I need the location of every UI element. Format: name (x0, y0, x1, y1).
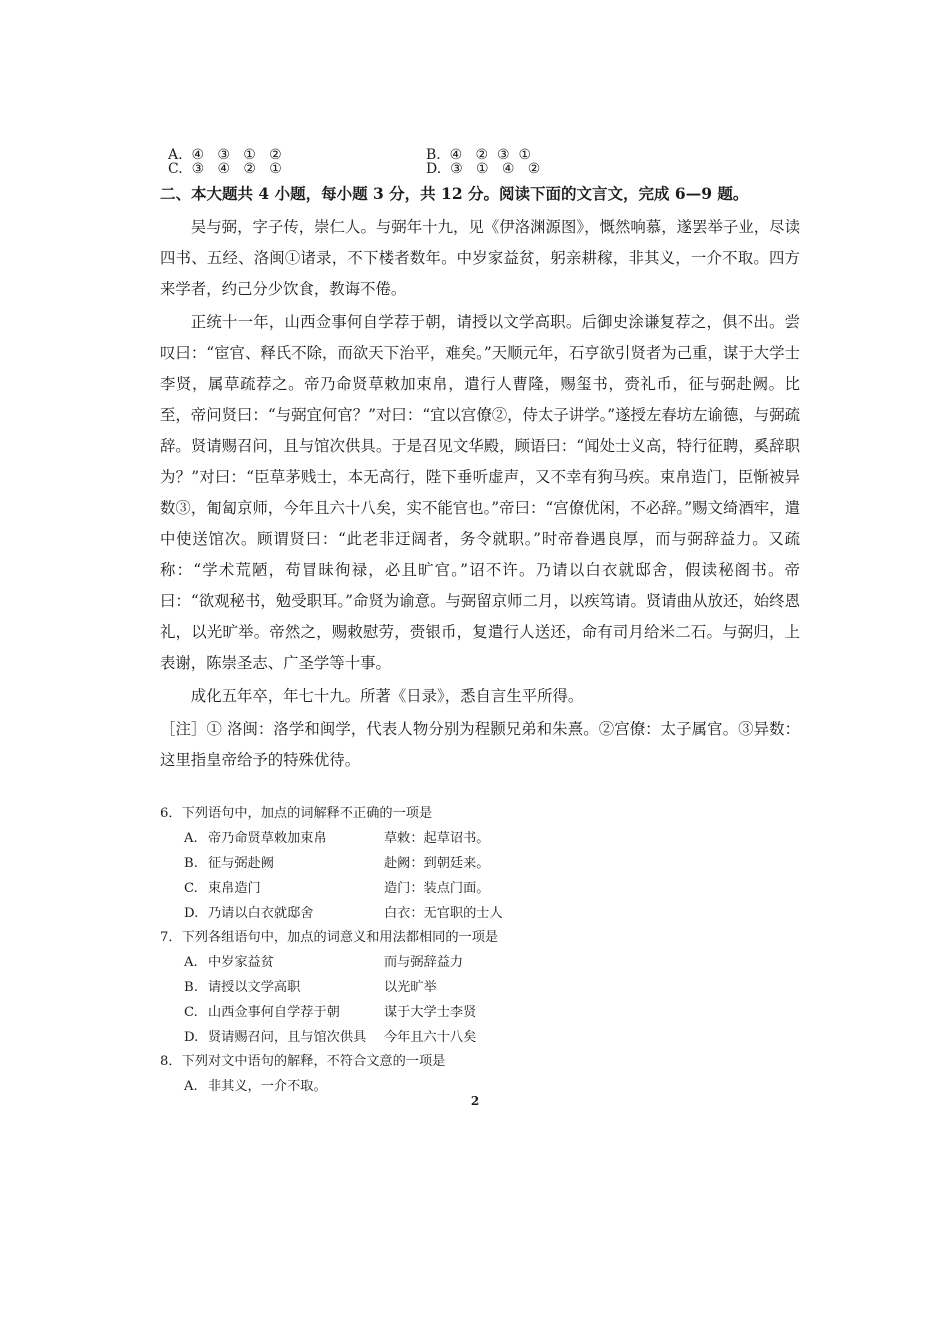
option-note: 赴阙：到朝廷来。 (384, 856, 490, 871)
choice-d: D. ③ ① ④ ② (426, 161, 541, 177)
option-note: 而与弼辞益力 (384, 955, 464, 970)
option-letter: B. (184, 980, 198, 995)
option-text: 中岁家益贫 (208, 955, 274, 970)
passage-paragraph-3: 成化五年卒，年七十九。所著《日录》，悉自言生平所得。 (190, 687, 584, 705)
option-letter: D. (184, 906, 199, 921)
question-stem: 8．下列对文中语句的解释，不符合文意的一项是 (160, 1054, 446, 1069)
option-letter: C. (184, 1005, 198, 1020)
question-option (160, 851, 800, 876)
question-option (160, 950, 800, 975)
option-note: 今年且六十八矣 (384, 1030, 477, 1045)
question-option (160, 975, 800, 1000)
page-number: 2 (470, 1094, 480, 1108)
option-note: 白衣：无官职的士人 (384, 906, 503, 921)
option-text: 山西佥事何自学荐于朝 (208, 1005, 340, 1020)
option-text: 乃请以白衣就邸舍 (208, 906, 314, 921)
classical-chinese-passage (160, 212, 800, 776)
question-stem: 7．下列各组语句中，加点的词意义和用法都相同的一项是 (160, 930, 499, 945)
question-option (160, 1000, 800, 1025)
option-note: 草敕：起草诏书。 (384, 831, 490, 846)
choice-b: B. ④ ② ③ ① (426, 147, 531, 163)
question-option (160, 1025, 800, 1050)
option-letter: A. (184, 1079, 198, 1094)
choice-a: A. ④ ③ ① ② (168, 147, 282, 163)
answer-choices-block (168, 148, 768, 176)
option-text: 非其义，一介不取。 (208, 1079, 327, 1094)
question-6 (160, 802, 800, 926)
option-note: 以光旷举 (384, 980, 437, 995)
option-text: 贤请赐召问，且与馆次供具 (208, 1030, 367, 1045)
passage-footnote: ［注］① 洛闽：洛学和闽学，代表人物分别为程颢兄弟和朱熹。②宫僚：太子属官。③异数：这里指皇帝给予的特殊优待。 (160, 720, 800, 769)
question-option (160, 826, 800, 851)
option-note: 造门：装点门面。 (384, 881, 490, 896)
question-option (160, 876, 800, 901)
answer-choices-row (168, 148, 768, 162)
option-letter: B. (184, 856, 198, 871)
questions-block (160, 802, 800, 1099)
answer-choices-row (168, 162, 768, 176)
option-text: 束帛造门 (208, 881, 261, 896)
option-text: 请授以文学高职 (208, 980, 301, 995)
question-option (160, 901, 800, 926)
option-letter: C. (184, 881, 198, 896)
option-text: 帝乃命贤草敕加束帛 (208, 831, 327, 846)
passage-paragraph-2: 正统十一年，山西佥事何自学荐于朝，请授以文学高职。后御史涂谦复荐之，俱不出。尝叹曰：“宦官、释氏不除，而欲天下治平，难矣。”天顺元年，石亨欲引贤者为己重，谋于大学士李贤，属草疏荐之。帝乃命贤草敕加束帛，遣行人曹隆，赐玺书，赍礼币，征与弼赴阙。比至，帝问贤曰：“与弼宜何官？”对曰：“宜以宫僚②，侍太子讲学。”遂授左春坊左谕德，与弼疏辞。贤请赐召问，且与馆次供具。于是召见文华殿，顾语曰：“闻处士义高，特行征聘，奚辞职为？”对曰：“臣草茅贱士，本无高行，陛下垂听虚声，又不幸有狗马疾。束帛造门，臣惭被异数③，匍匐京师，今年且六十八矣，实不能官也。”帝曰：“宫僚优闲，不必辞。”赐文绮酒牢，遣中使送馆次。顾谓贤曰：“此老非迂阔者，务令就职。”时帝眷遇良厚，而与弼辞益力。又疏称：“学术荒陋，苟冒昧徇禄，必且旷官。”诏不许。乃请以白衣就邸舍，假读秘阁书。帝曰：“欲观秘书，勉受职耳。”命贤为谕意。与弼留京师二月，以疾笃请。贤请曲从放还，始终恩礼，以光旷举。帝然之，赐敕慰劳，赍银币，复遣行人送还，命有司月给米二石。与弼归，上表谢，陈崇圣志、广圣学等十事。 (160, 313, 800, 672)
option-letter: D. (184, 1030, 199, 1045)
section-heading: 二、本大题共 4 小题，每小题 3 分，共 12 分。阅读下面的文言文，完成 6—9 题。 (160, 184, 749, 203)
option-text: 征与弼赴阙 (208, 856, 274, 871)
question-stem: 6．下列语句中，加点的词解释不正确的一项是 (160, 806, 433, 821)
choice-c: C. ③ ④ ② ① (168, 161, 282, 177)
option-letter: A. (184, 955, 198, 970)
option-note: 谋于大学士李贤 (384, 1005, 477, 1020)
question-7 (160, 926, 800, 1050)
question-8 (160, 1050, 800, 1099)
option-letter: A. (184, 831, 198, 846)
passage-paragraph-1: 吴与弼，字子传，崇仁人。与弼年十九，见《伊洛渊源图》，慨然响慕，遂罢举子业，尽读四书、五经、洛闽①诸录，不下楼者数年。中岁家益贫，躬亲耕稼，非其义，一介不取。四方来学者，约己分少饮食，教诲不倦。 (160, 218, 800, 298)
